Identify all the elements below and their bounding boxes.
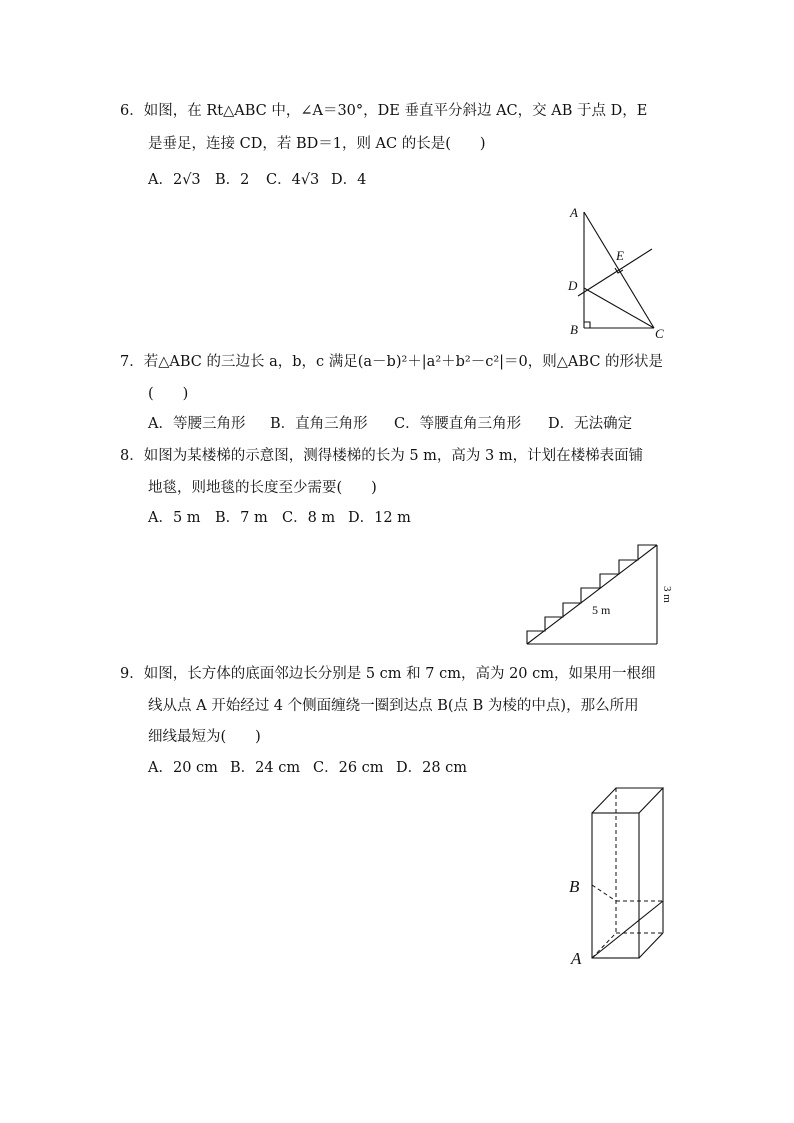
q6-option-c: C．4√3 <box>266 172 320 188</box>
q9-option-d: D．28 cm <box>396 760 468 776</box>
q6-segment-cd <box>584 288 654 328</box>
q9-string-path <box>592 901 663 958</box>
q9-option-c: C．26 cm <box>313 760 384 776</box>
q8-height-label: 3 m <box>661 586 673 603</box>
q7-line2: ( ) <box>148 386 189 402</box>
q6-label-a: A <box>570 205 578 220</box>
q6-right-angle-b <box>584 322 590 328</box>
q9-top-face <box>592 788 663 813</box>
q7-option-d: D．无法确定 <box>548 416 633 432</box>
q6-line2: 是垂足，连接 CD，若 BD＝1，则 AC 的长是( ) <box>148 136 486 152</box>
q6-line-de <box>578 249 652 296</box>
q9-option-a: A．20 cm <box>148 760 218 776</box>
q9-label-b: B <box>569 877 580 896</box>
q7-line1: 7．若△ABC 的三边长 a，b，c 满足(a－b)²＋|a²＋b²－c²|＝0，则△ABC 的形状是 <box>120 354 664 370</box>
q8-option-d: D．12 m <box>348 510 411 526</box>
q7-option-c: C．等腰直角三角形 <box>394 416 522 432</box>
q9-hidden-edge-diagonal <box>592 933 616 958</box>
q8-line2: 地毯，则地毯的长度至少需要( ) <box>148 480 377 496</box>
q6-option-b: B．2 <box>215 172 250 188</box>
q9-label-a: A <box>571 949 582 968</box>
q9-front-face <box>592 813 639 958</box>
q9-line2: 线从点 A 开始经过 4 个侧面缠绕一圈到达点 B(点 B 为棱的中点)，那么所用 <box>148 698 639 714</box>
q9-path-from-b <box>592 885 616 901</box>
q9-line3: 细线最短为( ) <box>148 729 261 745</box>
q6-triangle-figure <box>560 200 680 345</box>
q9-cuboid-figure <box>565 780 675 970</box>
q9-line1: 9．如图，长方体的底面邻边长分别是 5 cm 和 7 cm，高为 20 cm，如果用一根细 <box>120 666 656 682</box>
q9-option-b: B．24 cm <box>230 760 301 776</box>
q6-option-a: A．2√3 <box>148 172 201 188</box>
q6-line1: 6．如图，在 Rt△ABC 中，∠A＝30°，DE 垂直平分斜边 AC，交 AB 于点 D，E <box>120 103 648 119</box>
q6-label-d: D <box>568 278 578 293</box>
q8-length-label: 5 m <box>592 603 611 617</box>
q6-label-b: B <box>570 322 578 337</box>
q9-bottom-right-edge <box>639 933 663 958</box>
q6-label-c: C <box>655 326 664 341</box>
q8-option-c: C．8 m <box>282 510 336 526</box>
q7-option-b: B．直角三角形 <box>270 416 368 432</box>
q8-staircase-figure <box>520 540 680 650</box>
q6-option-d: D．4 <box>331 172 367 188</box>
q8-option-b: B．7 m <box>215 510 268 526</box>
q7-option-a: A．等腰三角形 <box>148 416 246 432</box>
q8-line1: 8．如图为某楼梯的示意图，测得楼梯的长为 5 m，高为 3 m，计划在楼梯表面铺 <box>120 448 644 464</box>
q6-label-e: E <box>616 248 624 263</box>
q8-option-a: A．5 m <box>148 510 201 526</box>
